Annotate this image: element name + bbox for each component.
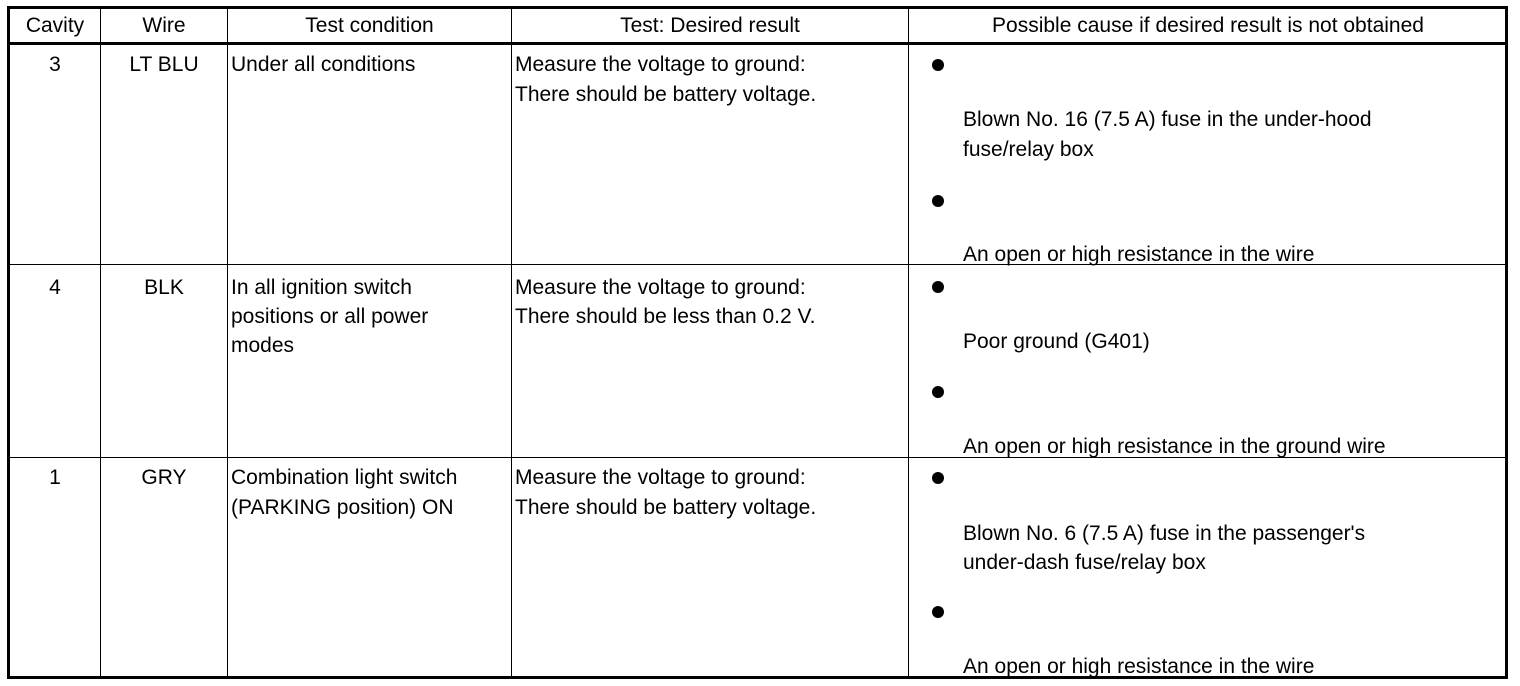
result-line: Measure the voltage to ground: <box>515 466 806 489</box>
wire-cell: BLK <box>144 276 184 299</box>
column-divider <box>227 9 228 676</box>
diagnostic-table <box>7 6 1508 679</box>
condition-line: Combination light switch <box>231 466 458 489</box>
cause-line: Poor ground (G401) <box>963 330 1150 353</box>
bullet-icon <box>932 195 944 207</box>
header-test-condition: Test condition <box>305 14 434 37</box>
cause-line: under-dash fuse/relay box <box>963 551 1206 574</box>
condition-line: In all ignition switch <box>231 276 412 299</box>
cavity-cell: 4 <box>49 276 61 299</box>
header-cavity: Cavity <box>25 14 85 37</box>
condition-line: Under all conditions <box>231 53 416 76</box>
column-divider <box>100 9 101 676</box>
wire-cell: LT BLU <box>129 53 199 76</box>
column-divider <box>511 9 512 676</box>
cause-line: An open or high resistance in the wire <box>963 243 1315 266</box>
result-line: There should be battery voltage. <box>515 83 817 106</box>
header-desired-result: Test: Desired result <box>620 14 800 37</box>
cavity-cell: 3 <box>49 53 61 76</box>
result-line: Measure the voltage to ground: <box>515 53 806 76</box>
header-possible-cause: Possible cause if desired result is not obtained <box>992 14 1424 37</box>
condition-line: (PARKING position) ON <box>231 496 454 519</box>
header-wire: Wire <box>142 14 186 37</box>
condition-line: positions or all power <box>231 305 429 328</box>
result-line: There should be less than 0.2 V. <box>515 305 816 328</box>
cause-line: An open or high resistance in the wire <box>963 655 1315 678</box>
cause-line: Blown No. 16 (7.5 A) fuse in the under-hood <box>963 108 1372 131</box>
cavity-cell: 1 <box>49 466 61 489</box>
result-line: There should be battery voltage. <box>515 496 817 519</box>
bullet-icon <box>932 386 944 398</box>
cause-line: Blown No. 6 (7.5 A) fuse in the passenger's <box>963 522 1366 545</box>
bullet-icon <box>932 281 944 293</box>
result-line: Measure the voltage to ground: <box>515 276 806 299</box>
bullet-icon <box>932 472 944 484</box>
cause-line: An open or high resistance in the ground wire <box>963 435 1386 458</box>
header-divider <box>10 42 1505 45</box>
bullet-icon <box>932 606 944 618</box>
column-divider <box>908 9 909 676</box>
wire-cell: GRY <box>141 466 187 489</box>
cause-line: fuse/relay box <box>963 138 1094 161</box>
condition-line: modes <box>231 334 295 357</box>
bullet-icon <box>932 59 944 71</box>
